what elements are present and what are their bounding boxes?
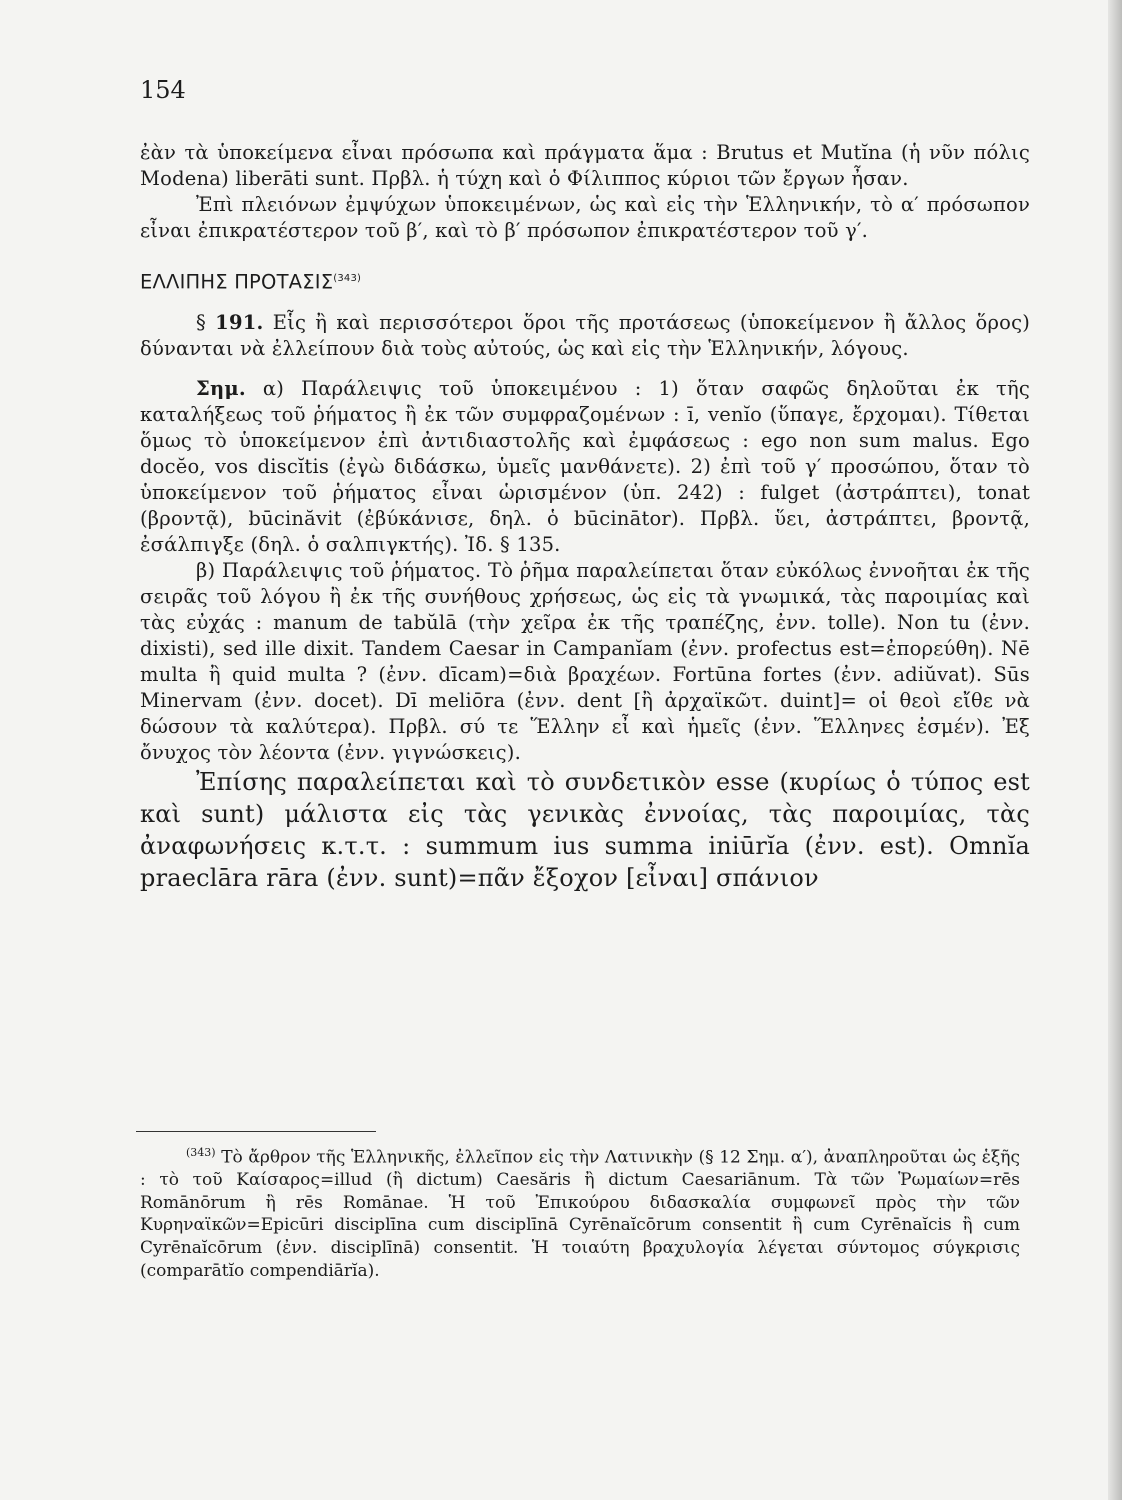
heading-footnote-ref: (343) xyxy=(333,273,362,284)
footnote xyxy=(140,1142,1020,1282)
note-a-text: α) Παράλειψις τοῦ ὑποκειμένου : 1) ὅταν σαφῶς δηλοῦται ἐκ τῆς καταλήξεως τοῦ ῥήματος ἢ ἐκ τῶν συμφραζομένων : ī, venĭo (ὕπαγε, ἔρχομαι). Τίθεται ὅμως τὸ ὑποκείμενον ἐπὶ ἀντιδιαστολῆς καὶ ἐμφάσεως : ego non sum malus. Ego docĕo, vos discĭtis (ἐγὼ διδάσκω, ὑμεῖς μανθάνετε). 2) ἐπὶ τοῦ γ′ προσώπου, ὅταν τὸ ὑποκείμενον τοῦ ῥήματος εἶναι ὡρισμένον (ὑπ. 242) : fulget (ἀστράπτει), tonat (βροντᾷ), būcinăvit (ἐβύκάνισε, δηλ. ὁ būcinātor). Πρβλ. ὕει, ἀστράπτει, βροντᾷ, ἐσάλπιγξε (δηλ. ὁ σαλπιγκτής). Ἰδ. § 135. xyxy=(140,376,1031,556)
copula-paragraph: Ἐπίσης παραλείπεται καὶ τὸ συνδετικὸν esse (κυρίως ὁ τύπος est καὶ sunt) μάλιστα εἰς τὰς γενικὰς ἐννοίας, τὰς παροιμίας, τὰς ἀναφωνήσεις κ.τ.τ. : summum ius summa iniūrĭa (ἐνν. est). Omnĭa praeclāra rāra (ἐνν. sunt)=πᾶν ἔξοχον [εἶναι] σπάνιον xyxy=(140,767,1030,892)
footnote-ref: (343) xyxy=(186,1146,216,1159)
footnote-paragraph xyxy=(140,1142,1020,1282)
footnote-text: Τὸ ἄρθρον τῆς Ἑλληνικῆς, ἐλλεῖπον εἰς τὴν Λατινικὴν (§ 12 Σημ. α′), ἀναπληροῦται ὡς ἑξῆς : τὸ τοῦ Καίσαρος=illud (ἢ dictum) Caesăris ἢ dictum Caesariānum. Τὰ τῶν Ῥωμαίων=rēs Romānōrum ἢ rēs Romānae. Ἡ τοῦ Ἐπικούρου διδασκαλία συμφωνεῖ πρὸς τὴν τῶν Κυρηναϊκῶν=Epicūri disciplīna cum disciplīnā Cyrēnaĭcōrum consentit ἢ cum Cyrēnaĭcis ἢ cum Cyrēnaĭcōrum (ἐνν. disciplīnā) consentit. Ἡ τοιαύτη βραχυλογία λέγεται σύντομος σύγκρισις (comparātĭo compendiārĭa). xyxy=(140,1147,1021,1281)
note-label: Σημ. xyxy=(196,376,246,400)
large-paragraph-wrap xyxy=(140,766,1030,894)
note-paragraph-a xyxy=(140,376,1030,558)
paragraph-1: ἐὰν τὰ ὑποκείμενα εἶναι πρόσωπα καὶ πράγματα ἅμα : Brutus et Mutĭna (ἡ νῦν πόλις Modena) liberāti sunt. Πρβλ. ἡ τύχη καὶ ὁ Φίλιππος κύριοι τῶν ἔργων ἦσαν. xyxy=(140,141,1030,190)
main-text xyxy=(140,140,1030,894)
paragraph-2: Ἐπὶ πλειόνων ἐμψύχων ὑποκειμένων, ὡς καὶ εἰς τὴν Ἑλληνικήν, τὸ α′ πρόσωπον εἶναι ἐπικρατέστερον τοῦ β′, καὶ τὸ β′ πρόσωπον ἐπικρατέστερον τοῦ γ′. xyxy=(140,193,1030,242)
section-symbol: § xyxy=(196,310,206,334)
note-paragraph-b: β) Παράλειψις τοῦ ῥήματος. Τὸ ῥῆμα παραλείπεται ὅταν εὐκόλως ἐννοῆται ἐκ τῆς σειρᾶς τοῦ λόγου ἢ ἐκ τῆς συνήθους χρήσεως, ὡς εἰς τὰ γνωμικά, τὰς παροιμίας καὶ τὰς εὐχάς : manum de tabŭlā (τὴν χεῖρα ἐκ τῆς τραπέζης, ἐνν. tolle). Non tu (ἐνν. dixisti), sed ille dixit. Tandem Caesar in Campanĭam (ἐνν. profectus est=ἐπορεύθη). Nē multa ἢ quid multa ? (ἐνν. dīcam)=διὰ βραχέων. Fortūna fortes (ἐνν. adiŭvat). Sūs Minervam (ἐνν. docet). Dī meliōra (ἐνν. dent [ἢ ἀρχαϊκῶτ. duint]= οἱ θεοὶ εἴθε νὰ δώσουν τὰ καλύτερα). Πρβλ. σύ τε Ἕλλην εἶ καὶ ἡμεῖς (ἐνν. Ἕλληνες ἐσμέν). Ἐξ ὄνυχος τὸν λέοντα (ἐνν. γιγνώσκεις). xyxy=(140,558,1030,764)
page-edge xyxy=(1108,0,1122,1500)
footnote-rule xyxy=(136,1131,376,1132)
section-heading xyxy=(140,266,1030,296)
paragraph-191-text: Εἷς ἢ καὶ περισσότεροι ὅροι τῆς προτάσεως (ὑποκείμενον ἢ ἄλλος ὅρος) δύνανται νὰ ἐλλείπουν διὰ τοὺς αὐτούς, ὡς καὶ εἰς τὴν Ἑλληνικήν, λόγους. xyxy=(140,310,1031,360)
heading-text: ΕΛΛΙΠΗΣ ΠΡΟΤΑΣΙΣ xyxy=(140,270,334,294)
section-number: 191. xyxy=(215,310,264,334)
paragraph-191 xyxy=(140,310,1030,362)
page-number: 154 xyxy=(140,76,186,104)
